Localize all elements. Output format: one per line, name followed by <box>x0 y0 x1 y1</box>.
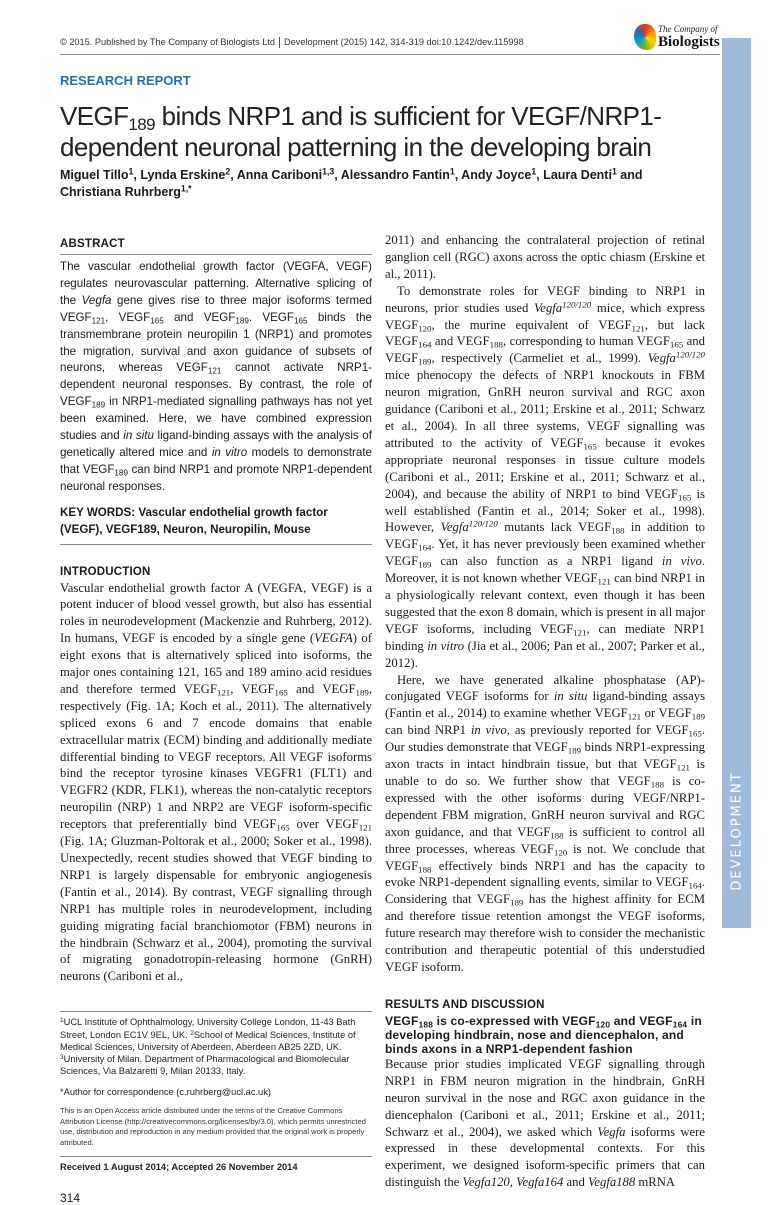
left-column <box>60 237 372 1205</box>
abstract-rule <box>60 254 372 255</box>
intro-paragraph: 2011) and enhancing the contralateral projection of retinal ganglion cell (RGC) axons across the optic chiasm (Erskine et al., 2011). <box>385 233 705 281</box>
introduction-heading: INTRODUCTION <box>60 565 151 578</box>
results-text: Because prior studies implicated VEGF signalling through NRP1 in FBM neuron migration in the hindbrain, GnRH neuron survival in the nose and RGC axon guidance in the diencephalon (Cariboni et al., 2011; Erskine et al., 2011; Schwarz et al., 2004), we asked which Vegfa isoforms were expressed in these developmental contexts. For this experiment, we designed isoform-specific primers that can distinguish the Vegfa120, Vegfa164 and Vegfa188 mRNA <box>385 1056 705 1190</box>
results-subheading: $VEGF_{188}$ is co-expressed with $VEGF_{120}$ and $VEGF_{164}$ in developing hindbrain, nose and diencephalon, and binds axons in a NRP1-dependent fashion <box>385 1013 702 1056</box>
article-title: $VEGF_{189}$ binds NRP1 and is sufficient for VEGF/NRP1-dependent neuronal patterning in the developing brain <box>60 101 662 162</box>
page <box>60 0 720 1205</box>
results-section <box>385 998 705 1191</box>
right-column <box>385 232 705 1191</box>
citation: Development (2015) 142, 314-319 doi:10.1242/dev.115998 <box>283 36 524 47</box>
separator <box>279 37 280 48</box>
copyright: © 2015. Published by The Company of Biologists Ltd <box>60 36 275 47</box>
running-header-row <box>60 26 720 55</box>
received-dates: Received 1 August 2014; Accepted 26 November 2014 <box>60 1162 298 1173</box>
affiliations: $^1$UCL Institute of Ophthalmology, University College London, 11-43 Bath Street, London EC1V 9EL, UK. $^2$School of Medical Sciences, Institute of Medical Sciences, University of Aberdeen, Aberdeen AB25 2ZD, UK. $^3$University of Milan, Department of Pharmacological and Biomolecular Sciences, Via Balzaretti 9, Milan 20133, Italy. <box>60 1017 356 1077</box>
page-number: 314 <box>60 1191 81 1205</box>
introduction-text: Vascular endothelial growth factor A (VEGFA, VEGF) is a potent inducer of blood vessel growth, but also has essential roles in neurodevelopment (Mackenzie and Ruhrberg, 2012). In humans, VEGF is encoded by a single gene (VEGFA) of eight exons that is alternatively spliced into isoforms, the major ones containing 121, 165 and 189 amino acid residues and therefore termed $VEGF_{121}$, $VEGF_{165}$ and $VEGF_{189}$, respectively (Fig. 1A; Koch et al., 2011). The alternatively spliced exons 6 and 7 encode domains that enable extracellular matrix (ECM) binding and additionally mediate differential binding to VEGF receptors. All VEGF isoforms bind the receptor tyrosine kinases VEGFR1 (FLT1) and VEGFR2 (KDR, FLK1), whereas the non-catalytic receptors neuropilin (NRP) 1 and NRP2 are VEGF isoform-specific receptors that preferentially bind $VEGF_{165}$ over $VEGF_{121}$ (Fig. 1A; Gluzman-Poltorak et al., 2000; Soker et al., 1998). Unexpectedly, recent studies showed that VEGF binding to NRP1 is largely dispensable for embryonic angiogenesis (Fantin et al., 2014). By contrast, VEGF signalling through NRP1 has multiple roles in neurodevelopment, including guiding migrating facial branchiomotor (FBM) neurons in the hindbrain (Schwarz et al., 2004), promoting the survival of migrating gonadotropin-releasing hormone (GnRH) neurons (Cariboni et al., <box>60 580 372 984</box>
logo-text-line2: Biologists <box>658 34 720 50</box>
intro-paragraph: To demonstrate roles for VEGF binding to NRP1 in neurons, prior studies used Vegfa$^{120/120}$ mice, which express $VEGF_{120}$, the murine equivalent of $VEGF_{121}$, but lack $VEGF_{164}$ and $VEGF_{188}$, corresponding to human $VEGF_{165}$ and $VEGF_{189}$, respectively (Carmeliet et al., 1999). Vegfa$^{120/120}$ mice phenocopy the defects of NRP1 knockouts in FBM neuron migration, GnRH neuron survival and RGC axon guidance (Cariboni et al., 2011; Erskine et al., 2011; Schwarz et al., 2004). In all three systems, VEGF signalling was attributed to the activity of $VEGF_{165}$ because it evokes appropriate neuronal responses in tissue culture models (Cariboni et al., 2011; Erskine et al., 2011; Schwarz et al., 2004), and because the ability of NRP1 to bind $VEGF_{165}$ is well established (Fantin et al., 2014; Soker et al., 1998). However, Vegfa$^{120/120}$ mutants lack $VEGF_{188}$ in addition to $VEGF_{164}$. Yet, it has never previously been examined whether $VEGF_{189}$ can also function as a NRP1 ligand in vivo. Moreover, it is not known whether $VEGF_{121}$ can bind NRP1 in a physiologically relevant context, even though it has been suggested that the exon 8 domain, which is present in all major VEGF isoforms, including $VEGF_{121}$, can mediate NRP1 binding in vitro (Jia et al., 2006; Pan et al., 2007; Parker et al., 2012). <box>385 283 706 670</box>
results-heading: RESULTS AND DISCUSSION <box>385 998 545 1011</box>
logo-mark-icon <box>634 24 656 50</box>
received-rule <box>60 1156 372 1157</box>
author-list: Miguel Tillo$^1$, Lynda Erskine$^2$, Anna Cariboni$^{1,3}$, Alessandro Fantin$^1$, Andy Joyce$^1$, Laura Denti$^1$ and Christiana Ruhrberg$^{1,*}$ <box>60 166 643 199</box>
article-type: RESEARCH REPORT <box>60 73 191 88</box>
right-column-intro <box>385 232 705 976</box>
footnote-rule <box>60 1011 372 1012</box>
abstract-heading: ABSTRACT <box>60 238 125 250</box>
keywords-rule <box>60 544 372 545</box>
abstract-text: The vascular endothelial growth factor (VEGFA, VEGF) regulates neurovascular patterning. Alternative splicing of the Vegfa gene gives rise to three major isoforms termed $VEGF_{121}$, $VEGF_{165}$ and $VEGF_{189}$. $VEGF_{165}$ binds the transmembrane protein neuropilin 1 (NRP1) and promotes the migration, survival and axon guidance of subsets of neurons, whereas $VEGF_{121}$ cannot activate NRP1-dependent neuronal responses. By contrast, the role of $VEGF_{189}$ in NRP1-mediated signalling pathways has not yet been examined. Here, we have combined expression studies and in situ ligand-binding assays with the analysis of genetically altered mice and in vitro models to demonstrate that $VEGF_{189}$ can bind NRP1 and promote NRP1-dependent neuronal responses. <box>60 260 373 493</box>
journal-name: DEVELOPMENT <box>729 771 744 891</box>
body-columns <box>60 233 715 1205</box>
intro-paragraph: Here, we have generated alkaline phosphatase (AP)-conjugated VEGF isoforms for in situ ligand-binding assays (Fantin et al., 2014) to examine whether $VEGF_{121}$ or $VEGF_{189}$ can bind NRP1 in vivo, as previously reported for $VEGF_{165}$. Our studies demonstrate that $VEGF_{189}$ binds NRP1-expressing axon tracts in intact hindbrain tissue, but that $VEGF_{121}$ is unable to do so. We further show that $VEGF_{188}$ is co-expressed with the other isoforms during VEGF/NRP1-dependent FBM migration, GnRH neuron survival and RGC axon guidance, and that $VEGF_{188}$ is sufficient to control all three processes, whereas $VEGF_{120}$ is not. We conclude that $VEGF_{188}$ effectively binds NRP1 and has the capacity to evoke NRP1-dependent signalling events, similar to $VEGF_{164}$. Considering that $VEGF_{189}$ has the highest affinity for ECM and therefore tissue retention amongst the VEGF isoforms, future research may therefore wish to consider the mechanistic contribution and therapeutic potential of this understudied VEGF isoform. <box>385 672 706 974</box>
running-header <box>60 37 524 52</box>
publisher-logo <box>634 24 720 52</box>
logo-text-line1: The Company of <box>658 24 718 34</box>
keywords: KEY WORDS: Vascular endothelial growth factor (VEGF), VEGF189, Neuron, Neuropilin, Mouse <box>60 505 328 536</box>
journal-sidebar <box>722 38 751 928</box>
license-text: This is an Open Access article distributed under the terms of the Creative Commons Attribution License (http://creativecommons.org/licenses/by/3.0), which permits unrestricted use, distribution and reproduction in any medium provided that the original work is properly attributed. <box>60 1106 366 1147</box>
correspondence: *Author for correspondence (c.ruhrberg@ucl.ac.uk) <box>60 1086 271 1097</box>
